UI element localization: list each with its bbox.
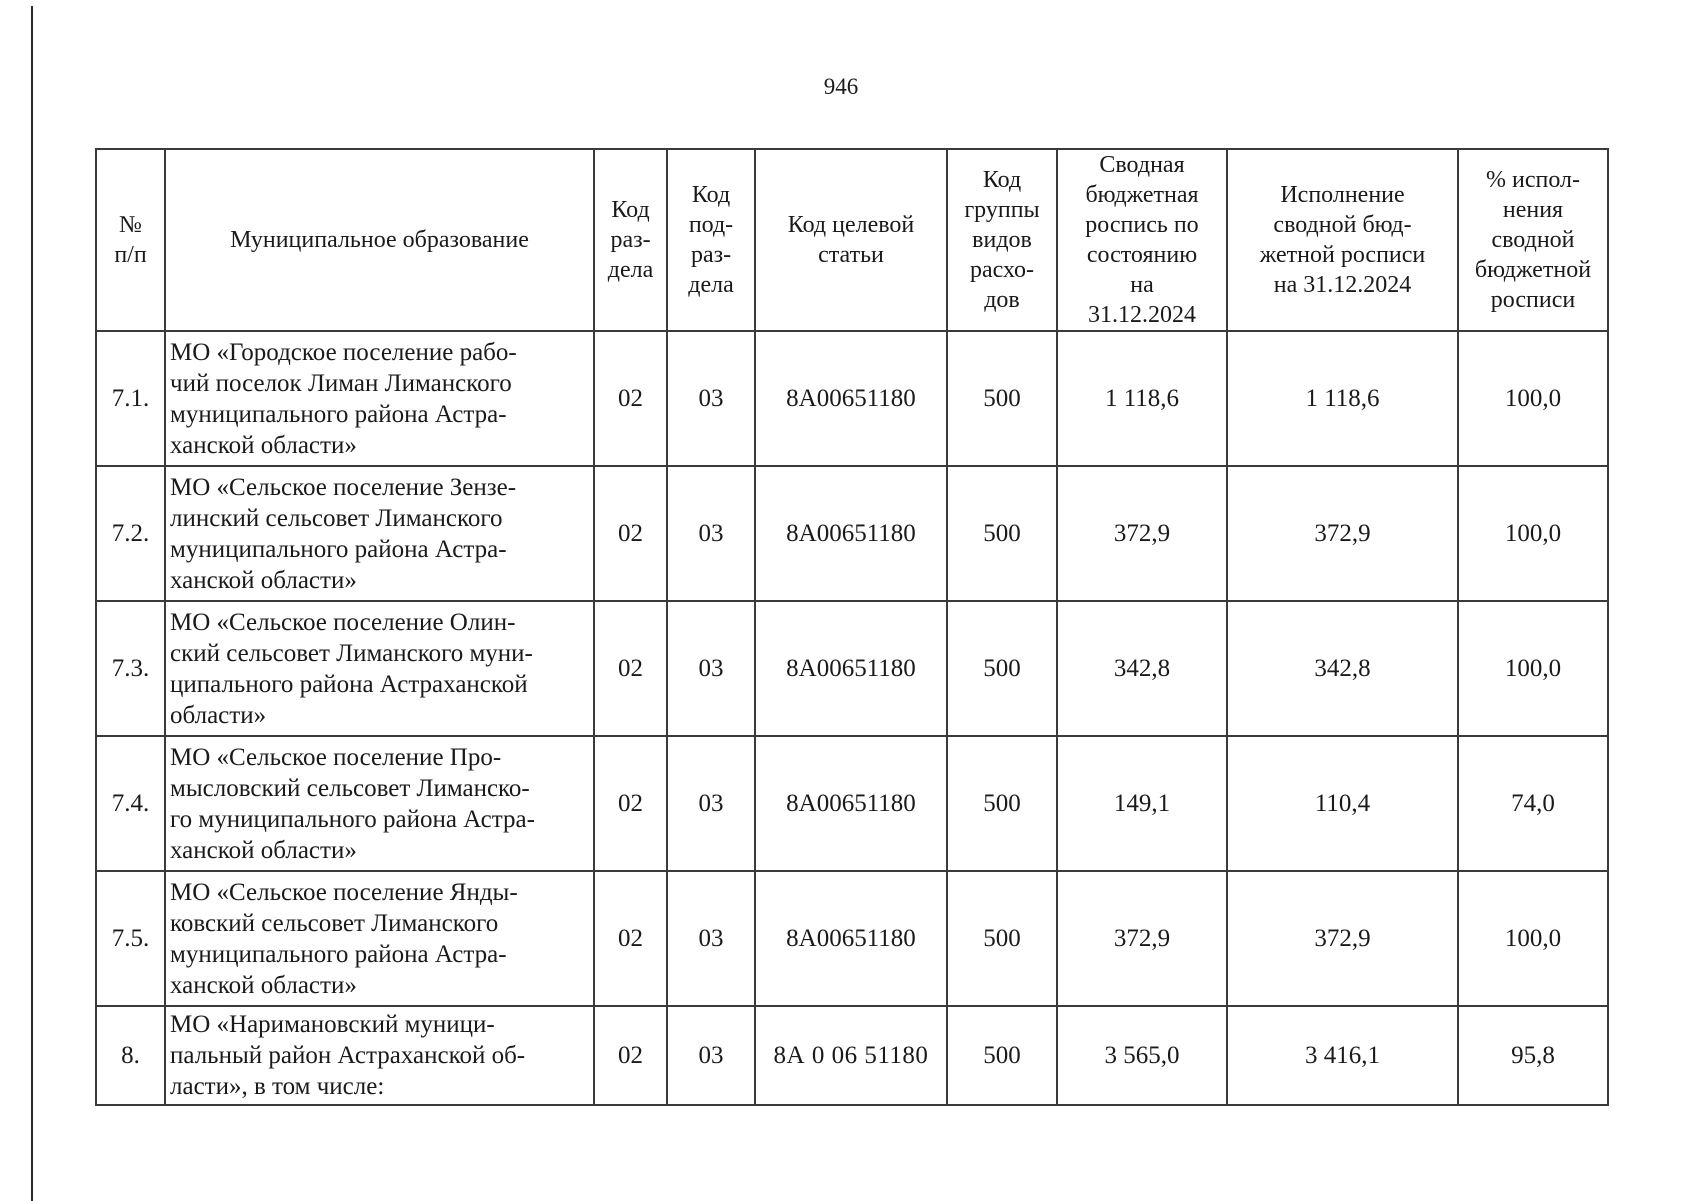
row-section-code: 02 [594,871,667,1006]
row-num: 7.3. [96,601,165,736]
row-municipality: МО «Городское поселение рабо- чий поселок Лиман Лиманского муниципального района Астра- ханской области» [165,331,594,466]
row-subsection-code: 03 [667,331,755,466]
budget-execution-table [95,148,1609,1106]
header-municipality: Муниципальное образование [165,149,594,331]
row-subsection-code: 03 [667,871,755,1006]
row-budget-execution: 1 118,6 [1227,331,1458,466]
header-budget-schedule: Сводная бюджетная роспись по состоянию на 31.12.2024 [1057,149,1227,331]
row-budget-execution: 3 416,1 [1227,1006,1458,1105]
table-header-row [96,149,1608,331]
row-section-code: 02 [594,466,667,601]
row-execution-percent: 100,0 [1458,331,1608,466]
row-municipality: МО «Наримановский муници- пальный район Астраханской об- ласти», в том числе: [165,1006,594,1105]
row-target-code: 8А00651180 [755,331,947,466]
row-num: 7.1. [96,331,165,466]
table-row [96,466,1608,601]
table-row [96,1006,1608,1105]
header-subsection-code: Код под- раз- дела [667,149,755,331]
row-municipality: МО «Сельское поселение Янды- ковский сельсовет Лиманского муниципального района Астра- ханской области» [165,871,594,1006]
row-section-code: 02 [594,1006,667,1105]
row-budget-schedule: 372,9 [1057,871,1227,1006]
table-row [96,736,1608,871]
row-target-code: 8А00651180 [755,466,947,601]
row-execution-percent: 74,0 [1458,736,1608,871]
row-expense-group-code: 500 [947,871,1057,1006]
row-municipality: МО «Сельское поселение Зензе- линский сельсовет Лиманского муниципального района Астра- ханской области» [165,466,594,601]
header-num: № п/п [96,149,165,331]
row-budget-schedule: 3 565,0 [1057,1006,1227,1105]
row-section-code: 02 [594,331,667,466]
row-execution-percent: 100,0 [1458,871,1608,1006]
row-budget-execution: 342,8 [1227,601,1458,736]
row-execution-percent: 100,0 [1458,466,1608,601]
row-target-code: 8А00651180 [755,871,947,1006]
row-budget-execution: 372,9 [1227,466,1458,601]
row-expense-group-code: 500 [947,601,1057,736]
page-margin-line [31,6,33,1201]
row-target-code: 8А 0 06 51180 [755,1006,947,1105]
row-subsection-code: 03 [667,601,755,736]
row-municipality: МО «Сельское поселение Про- мысловский сельсовет Лиманско- го муниципального района Астра- ханской области» [165,736,594,871]
row-num: 7.5. [96,871,165,1006]
row-num: 7.4. [96,736,165,871]
table-row [96,331,1608,466]
row-expense-group-code: 500 [947,331,1057,466]
header-expense-group-code: Код группы видов расхо- дов [947,149,1057,331]
header-target-code: Код целевой статьи [755,149,947,331]
table-row [96,601,1608,736]
row-section-code: 02 [594,736,667,871]
header-budget-execution: Исполнение сводной бюд- жетной росписи на 31.12.2024 [1227,149,1458,331]
row-execution-percent: 100,0 [1458,601,1608,736]
row-target-code: 8А00651180 [755,736,947,871]
row-municipality: МО «Сельское поселение Олин- ский сельсовет Лиманского муни- ципального района Астраханской области» [165,601,594,736]
row-budget-schedule: 342,8 [1057,601,1227,736]
row-num: 7.2. [96,466,165,601]
row-subsection-code: 03 [667,1006,755,1105]
row-budget-schedule: 149,1 [1057,736,1227,871]
row-expense-group-code: 500 [947,466,1057,601]
header-section-code: Код раз- дела [594,149,667,331]
row-budget-execution: 110,4 [1227,736,1458,871]
row-execution-percent: 95,8 [1458,1006,1608,1105]
row-expense-group-code: 500 [947,736,1057,871]
page-number: 946 [823,74,859,99]
row-num: 8. [96,1006,165,1105]
row-subsection-code: 03 [667,466,755,601]
row-budget-schedule: 372,9 [1057,466,1227,601]
row-target-code: 8А00651180 [755,601,947,736]
row-expense-group-code: 500 [947,1006,1057,1105]
row-budget-schedule: 1 118,6 [1057,331,1227,466]
row-subsection-code: 03 [667,736,755,871]
row-budget-execution: 372,9 [1227,871,1458,1006]
row-section-code: 02 [594,601,667,736]
table-row [96,871,1608,1006]
header-execution-percent: % испол- нения сводной бюджетной росписи [1458,149,1608,331]
